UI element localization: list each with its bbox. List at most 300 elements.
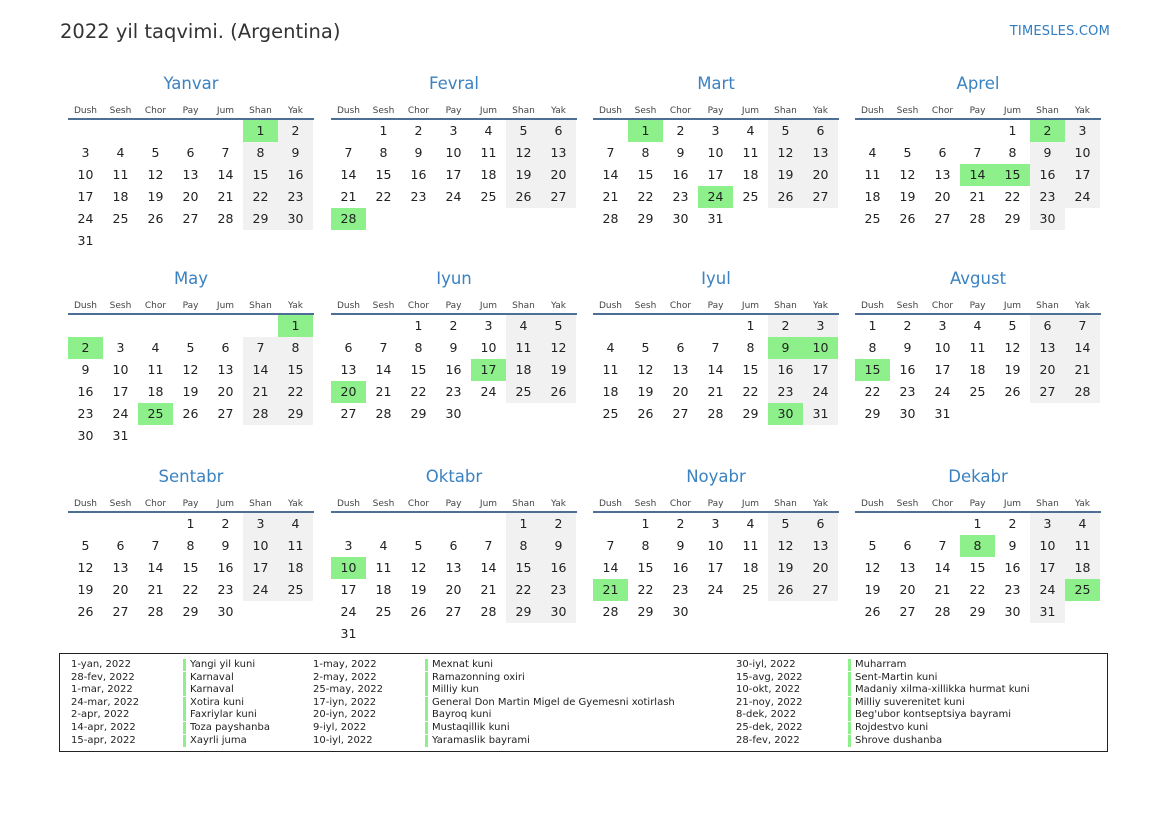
weekend-day-cell: 13 (803, 535, 838, 557)
holiday-entry (736, 659, 1030, 672)
holiday-marker (183, 672, 186, 684)
month-dekabr (855, 466, 1101, 623)
weekend-day-cell: 6 (803, 120, 838, 142)
week-row (855, 359, 1101, 381)
month-may (68, 268, 314, 447)
month-aprel (855, 73, 1101, 230)
holiday-name: Karnaval (190, 671, 234, 683)
weekday-label: Shan (1036, 499, 1059, 509)
weekend-day-cell: 6 (803, 513, 838, 535)
weekend-day-cell: 10 (1030, 535, 1065, 557)
day-cell: 9 (676, 145, 685, 160)
holiday-date: 17-iyn, 2022 (313, 696, 377, 708)
day-cell: 29 (864, 406, 881, 421)
day-cell: 7 (711, 340, 720, 355)
day-cell: 2 (1008, 516, 1017, 531)
week-row (593, 164, 839, 186)
day-cell: 2 (676, 123, 685, 138)
day-cell: 10 (480, 340, 497, 355)
week-row (68, 513, 314, 535)
week-row (68, 425, 314, 447)
empty-day-cell (208, 425, 243, 447)
weekend-day-cell: 3 (1030, 513, 1065, 535)
holiday-marker (425, 735, 428, 747)
day-cell: 25 (112, 211, 129, 226)
empty-day-cell (1030, 403, 1065, 425)
holiday-marker (183, 722, 186, 734)
weekday-label: Yak (288, 499, 303, 509)
day-cell: 18 (742, 560, 759, 575)
empty-day-cell (366, 513, 401, 535)
day-cell: 15 (969, 560, 986, 575)
empty-day-cell (401, 208, 436, 230)
holiday-column (313, 659, 675, 747)
day-cell: 28 (707, 406, 724, 421)
holiday-date: 10-okt, 2022 (736, 684, 801, 696)
weekend-day-cell: 9 (541, 535, 576, 557)
week-row (68, 337, 314, 359)
day-cell: 31 (340, 626, 357, 641)
week-row (593, 359, 839, 381)
weekday-label: Chor (669, 301, 692, 311)
day-cell: 29 (742, 406, 759, 421)
week-row (593, 557, 839, 579)
holiday-day-cell: 21 (593, 579, 628, 601)
weekday-label: Jum (1003, 499, 1022, 509)
empty-day-cell (925, 120, 960, 142)
day-cell: 24 (112, 406, 129, 421)
day-cell: 25 (480, 189, 497, 204)
holiday-name: Faxriylar kuni (190, 709, 257, 721)
day-cell: 6 (116, 538, 125, 553)
day-cell: 18 (742, 167, 759, 182)
day-cell: 27 (217, 406, 234, 421)
day-cell: 15 (637, 167, 654, 182)
day-cell: 28 (147, 604, 164, 619)
day-cell: 27 (182, 211, 199, 226)
empty-day-cell (173, 315, 208, 337)
month-mart (593, 73, 839, 230)
week-row (593, 208, 839, 230)
weekend-day-cell: 16 (768, 359, 803, 381)
weekend-day-cell: 21 (243, 381, 278, 403)
holiday-entry (313, 709, 675, 722)
holiday-date: 1-yan, 2022 (71, 659, 131, 670)
weekday-header (68, 489, 314, 513)
day-cell: 17 (934, 362, 951, 377)
day-cell: 4 (746, 516, 755, 531)
holiday-date: 2-apr, 2022 (71, 709, 130, 721)
day-cell: 21 (934, 582, 951, 597)
day-cell: 5 (868, 538, 877, 553)
holiday-name: Sent-Martin kuni (855, 671, 938, 683)
empty-day-cell (103, 120, 138, 142)
day-cell: 14 (707, 362, 724, 377)
weekend-day-cell: 7 (1065, 315, 1100, 337)
day-cell: 26 (77, 604, 94, 619)
empty-day-cell (208, 315, 243, 337)
day-cell: 19 (147, 189, 164, 204)
day-cell: 30 (445, 406, 462, 421)
week-row (331, 186, 577, 208)
holiday-date: 14-apr, 2022 (71, 721, 136, 733)
day-cell: 19 (637, 384, 654, 399)
month-name: Avgust (949, 269, 1007, 288)
weekend-day-cell: 18 (1065, 557, 1100, 579)
week-row (331, 579, 577, 601)
holiday-name: Shrove dushanba (855, 734, 943, 746)
day-cell: 8 (746, 340, 755, 355)
week-row (68, 403, 314, 425)
day-cell: 29 (1004, 211, 1021, 226)
holiday-day-cell: 25 (138, 403, 173, 425)
weekend-day-cell: 27 (803, 186, 838, 208)
holiday-marker (425, 709, 428, 721)
empty-day-cell (960, 120, 995, 142)
weekend-day-cell: 24 (803, 381, 838, 403)
day-cell: 3 (81, 145, 90, 160)
weekday-header (68, 96, 314, 120)
weekday-header (68, 291, 314, 315)
day-cell: 19 (182, 384, 199, 399)
empty-day-cell (278, 230, 313, 252)
empty-day-cell (103, 315, 138, 337)
day-cell: 15 (637, 560, 654, 575)
empty-day-cell (593, 513, 628, 535)
day-cell: 21 (375, 384, 392, 399)
day-cell: 21 (602, 189, 619, 204)
day-cell: 17 (707, 167, 724, 182)
empty-day-cell (803, 601, 838, 623)
weekend-day-cell: 2 (768, 315, 803, 337)
week-row (855, 535, 1101, 557)
weekday-label: Shan (249, 499, 272, 509)
day-cell: 4 (484, 123, 493, 138)
day-cell: 14 (375, 362, 392, 377)
day-cell: 12 (1004, 340, 1021, 355)
day-cell: 28 (602, 211, 619, 226)
empty-day-cell (103, 230, 138, 252)
holiday-day-cell: 17 (471, 359, 506, 381)
week-row (593, 535, 839, 557)
month-name: Mart (697, 74, 735, 93)
day-cell: 1 (1008, 123, 1017, 138)
holiday-marker (425, 684, 428, 696)
week-row (68, 230, 314, 252)
day-cell: 25 (742, 582, 759, 597)
day-cell: 21 (147, 582, 164, 597)
day-cell: 25 (864, 211, 881, 226)
day-cell: 20 (217, 384, 234, 399)
holiday-entry (736, 735, 1030, 748)
day-cell: 28 (480, 604, 497, 619)
day-cell: 2 (221, 516, 230, 531)
weekend-day-cell: 28 (243, 403, 278, 425)
day-cell: 5 (903, 145, 912, 160)
day-cell: 16 (217, 560, 234, 575)
weekday-label: Pay (969, 499, 986, 509)
holiday-entry (736, 709, 1030, 722)
day-cell: 8 (379, 145, 388, 160)
day-cell: 22 (375, 189, 392, 204)
day-cell: 26 (147, 211, 164, 226)
month-avgust (855, 268, 1101, 425)
day-cell: 5 (414, 538, 423, 553)
week-row (68, 164, 314, 186)
week-row (855, 579, 1101, 601)
day-cell: 29 (182, 604, 199, 619)
weekday-label: Yak (813, 499, 828, 509)
weekend-day-cell: 16 (1030, 164, 1065, 186)
day-cell: 11 (147, 362, 164, 377)
day-cell: 5 (641, 340, 650, 355)
weekend-day-cell: 15 (506, 557, 541, 579)
day-cell: 26 (410, 604, 427, 619)
weekday-label: Chor (144, 106, 167, 116)
week-row (68, 186, 314, 208)
weekend-day-cell: 25 (278, 579, 313, 601)
weekend-day-cell: 9 (278, 142, 313, 164)
day-cell: 14 (934, 560, 951, 575)
day-cell: 20 (672, 384, 689, 399)
day-cell: 31 (112, 428, 129, 443)
weekday-label: Dush (336, 499, 361, 509)
holiday-name: General Don Martin Migel de Gyemesni xotirlash (432, 696, 675, 708)
holiday-entry (313, 659, 675, 672)
empty-day-cell (541, 623, 576, 645)
empty-day-cell (138, 120, 173, 142)
holiday-name: Mexnat kuni (432, 659, 494, 670)
holiday-date: 9-iyl, 2022 (313, 721, 367, 733)
weekend-day-cell: 24 (1065, 186, 1100, 208)
empty-day-cell (366, 208, 401, 230)
holiday-marker (848, 735, 851, 747)
weekday-label: Sesh (634, 106, 657, 116)
weekday-label: Shan (1036, 106, 1059, 116)
empty-day-cell (138, 425, 173, 447)
day-cell: 5 (151, 145, 160, 160)
holiday-day-cell: 1 (278, 315, 313, 337)
day-cell: 7 (379, 340, 388, 355)
day-cell: 3 (449, 123, 458, 138)
weekend-day-cell: 17 (243, 557, 278, 579)
weekend-day-cell: 17 (1065, 164, 1100, 186)
weekend-day-cell: 12 (768, 142, 803, 164)
day-cell: 24 (77, 211, 94, 226)
month-oktabr (331, 466, 577, 645)
day-cell: 30 (77, 428, 94, 443)
weekday-label: Pay (707, 301, 724, 311)
weekend-day-cell: 13 (1030, 337, 1065, 359)
weekday-label: Chor (669, 499, 692, 509)
weekday-label: Sesh (372, 106, 395, 116)
week-row (68, 381, 314, 403)
weekday-label: Shan (249, 106, 272, 116)
week-row (593, 337, 839, 359)
weekend-day-cell: 30 (541, 601, 576, 623)
weekday-header (593, 96, 839, 120)
day-cell: 19 (77, 582, 94, 597)
day-cell: 23 (899, 384, 916, 399)
day-cell: 4 (868, 145, 877, 160)
holiday-date: 24-mar, 2022 (71, 696, 140, 708)
week-row (855, 337, 1101, 359)
day-cell: 29 (637, 211, 654, 226)
day-cell: 14 (480, 560, 497, 575)
holiday-day-cell: 20 (331, 381, 366, 403)
holiday-marker (848, 722, 851, 734)
weekend-day-cell: 16 (541, 557, 576, 579)
week-row (68, 315, 314, 337)
empty-day-cell (243, 425, 278, 447)
week-row (331, 120, 577, 142)
week-row (331, 535, 577, 557)
weekday-label: Sesh (109, 106, 132, 116)
day-cell: 4 (116, 145, 125, 160)
day-cell: 7 (606, 538, 615, 553)
day-cell: 3 (711, 516, 720, 531)
holiday-day-cell: 9 (768, 337, 803, 359)
weekday-label: Dush (860, 106, 885, 116)
day-cell: 5 (81, 538, 90, 553)
day-cell: 11 (864, 167, 881, 182)
week-row (855, 381, 1101, 403)
weekend-day-cell: 15 (278, 359, 313, 381)
weekday-label: Shan (249, 301, 272, 311)
weekday-label: Pay (707, 499, 724, 509)
day-cell: 16 (899, 362, 916, 377)
day-cell: 27 (445, 604, 462, 619)
day-cell: 31 (934, 406, 951, 421)
empty-day-cell (960, 403, 995, 425)
day-cell: 1 (746, 318, 755, 333)
holiday-entry (71, 659, 270, 672)
weekend-day-cell: 19 (506, 164, 541, 186)
holiday-date: 20-iyn, 2022 (313, 709, 377, 721)
week-row (68, 535, 314, 557)
day-cell: 13 (934, 167, 951, 182)
day-cell: 31 (707, 211, 724, 226)
day-cell: 20 (112, 582, 129, 597)
day-cell: 6 (344, 340, 353, 355)
empty-day-cell (995, 403, 1030, 425)
day-cell: 9 (449, 340, 458, 355)
empty-day-cell (208, 120, 243, 142)
day-cell: 10 (934, 340, 951, 355)
weekday-label: Pay (707, 106, 724, 116)
day-cell: 6 (221, 340, 230, 355)
holiday-name: Rojdestvo kuni (855, 721, 929, 733)
day-cell: 24 (340, 604, 357, 619)
holiday-date: 15-avg, 2022 (736, 671, 803, 683)
weekday-header (593, 489, 839, 513)
day-cell: 5 (186, 340, 195, 355)
day-cell: 10 (445, 145, 462, 160)
day-cell: 13 (217, 362, 234, 377)
weekend-day-cell: 12 (768, 535, 803, 557)
day-cell: 16 (672, 560, 689, 575)
weekend-day-cell: 2 (278, 120, 313, 142)
day-cell: 12 (410, 560, 427, 575)
weekend-day-cell: 22 (243, 186, 278, 208)
day-cell: 7 (151, 538, 160, 553)
weekend-day-cell: 23 (541, 579, 576, 601)
day-cell: 12 (899, 167, 916, 182)
day-cell: 23 (672, 189, 689, 204)
weekday-label: Jum (479, 499, 498, 509)
holiday-date: 2-may, 2022 (313, 671, 377, 683)
day-cell: 15 (742, 362, 759, 377)
day-cell: 22 (969, 582, 986, 597)
day-cell: 8 (186, 538, 195, 553)
holiday-date: 1-mar, 2022 (71, 684, 133, 696)
day-cell: 29 (969, 604, 986, 619)
day-cell: 10 (77, 167, 94, 182)
weekend-day-cell: 19 (541, 359, 576, 381)
week-row (68, 557, 314, 579)
day-cell: 13 (340, 362, 357, 377)
holiday-day-cell: 2 (1030, 120, 1065, 142)
day-cell: 13 (672, 362, 689, 377)
day-cell: 31 (77, 233, 94, 248)
day-cell: 1 (414, 318, 423, 333)
site-link[interactable]: TIMESLES.COM (1009, 24, 1110, 39)
weekday-label: Dush (860, 499, 885, 509)
empty-day-cell (331, 315, 366, 337)
holiday-name: Xayrli juma (190, 734, 247, 746)
empty-day-cell (698, 601, 733, 623)
weekday-label: Pay (182, 499, 199, 509)
weekend-day-cell: 19 (768, 557, 803, 579)
day-cell: 9 (414, 145, 423, 160)
day-cell: 21 (480, 582, 497, 597)
weekday-label: Dush (73, 301, 98, 311)
month-name: Fevral (429, 74, 479, 93)
holiday-marker (183, 697, 186, 709)
weekend-day-cell: 9 (1030, 142, 1065, 164)
day-cell: 11 (480, 145, 497, 160)
holiday-marker (183, 684, 186, 696)
week-row (593, 381, 839, 403)
holiday-day-cell: 28 (331, 208, 366, 230)
day-cell: 25 (375, 604, 392, 619)
day-cell: 20 (899, 582, 916, 597)
weekend-day-cell: 28 (1065, 381, 1100, 403)
empty-day-cell (331, 120, 366, 142)
week-row (331, 359, 577, 381)
weekday-label: Jum (479, 301, 498, 311)
weekend-day-cell: 6 (541, 120, 576, 142)
empty-day-cell (138, 230, 173, 252)
day-cell: 25 (742, 189, 759, 204)
empty-day-cell (890, 513, 925, 535)
week-row (331, 513, 577, 535)
empty-day-cell (890, 120, 925, 142)
day-cell: 21 (340, 189, 357, 204)
empty-day-cell (663, 315, 698, 337)
day-cell: 18 (375, 582, 392, 597)
day-cell: 22 (637, 582, 654, 597)
weekday-label: Sesh (896, 499, 919, 509)
weekend-day-cell: 26 (768, 579, 803, 601)
day-cell: 2 (676, 516, 685, 531)
weekday-label: Yak (551, 106, 566, 116)
holiday-name: Bayroq kuni (432, 709, 492, 721)
empty-day-cell (1065, 601, 1100, 623)
holiday-entry (71, 672, 270, 685)
day-cell: 8 (641, 145, 650, 160)
day-cell: 2 (449, 318, 458, 333)
